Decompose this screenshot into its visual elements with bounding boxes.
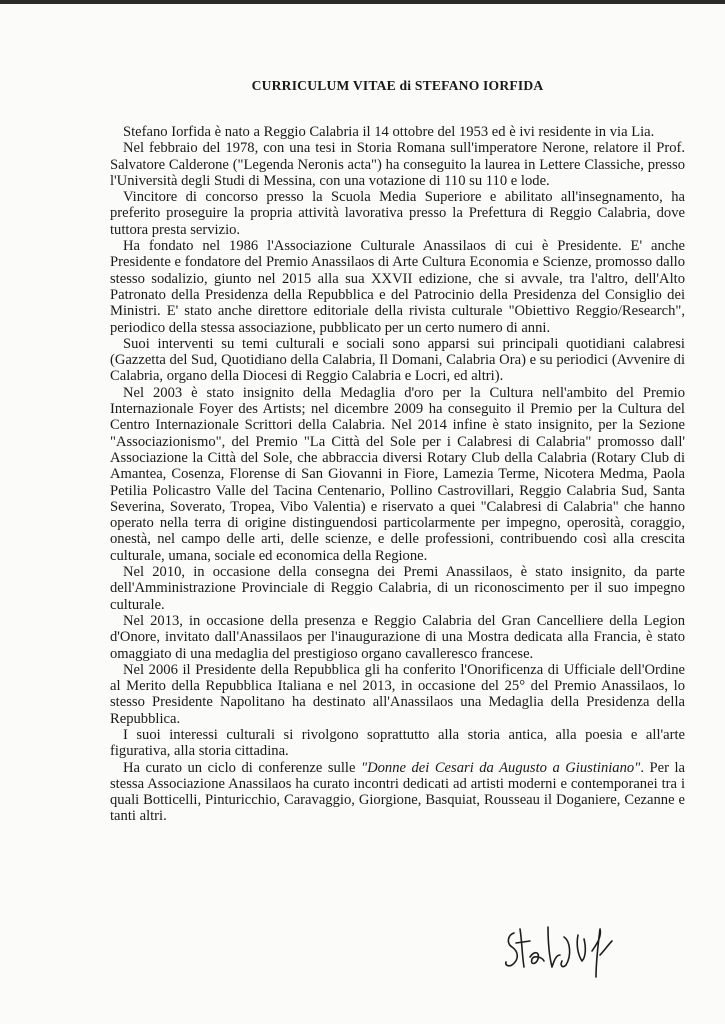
conferences-title: "Donne dei Cesari da Augusto a Giustiniano" [360, 759, 641, 776]
scan-top-edge [0, 0, 725, 4]
paragraph-publications: Suoi interventi su temi culturali e sociali sono apparsi sui principali quotidiani calabresi (Gazzetta del Sud, Quotidiano della Calabria, Il Domani, Calabria Ora) e su periodici (Avvenire di Calabria, organo della Diocesi di Reggio Calabria e Locri, ed altri). [110, 335, 685, 385]
paragraph-honours: Nel 2006 il Presidente della Repubblica gli ha conferito l'Onorificenza di Ufficiale dell'Ordine al Merito della Repubblica Italiana e nel 2013, in occasione del 25° del Premio Anassilaos, lo stesso Presidente Napolitano ha destinato all'Anassilaos una Medaglia della Presidenza della Repubblica. [110, 661, 685, 727]
paragraph-career: Vincitore di concorso presso la Scuola Media Superiore e abilitato all'insegnamento, ha preferito proseguire la propria attività lavorativa presso la Prefettura di Reggio Calabria, dove tuttora presta servizio. [110, 189, 685, 238]
paragraph-degree: Nel febbraio del 1978, con una tesi in Storia Romana sull'imperatore Nerone, relatore il Prof. Salvatore Calderone ("Legenda Neronis acta") ha conseguito la laurea in Lettere Classiche, presso l'Università degli Studi di Messina, con una votazione di 110 su 110 e lode. [110, 140, 685, 189]
paragraph-interests: I suoi interessi culturali si rivolgono soprattutto alla storia antica, alla poesia e all'arte figurativa, alla storia cittadina. [110, 726, 685, 760]
paragraph-awards: Nel 2003 è stato insignito della Medaglia d'oro per la Cultura nell'ambito del Premio Internazionale Foyer des Artists; nel dicembre 2009 ha conseguito il Premio per la Cultura del Centro Internazionale Scrittori della Calabria. Nel 2014 infine è stato insignito, per la Sezione "Associazionismo", del Premio "La Città del Sole per i Calabresi di Calabria" promosso dall' Associazione la Città del Sole, che abbraccia diversi Rotary Club della Calabria (Rotary Club di Amantea, Cosenza, Florense di San Giovanni in Fiore, Lamezia Terme, Nicotera Medma, Paola Petilia Policastro Valle del Tacina Centenario, Pollino Castrovillari, Reggio Calabria Sud, Santa Severina, Soverato, Tropea, Vibo Valentia) e riservato a quei "Calabresi di Calabria" che hanno operato nella terra di origine distinguendosi particolarmente per impegno, operosità, coraggio, onestà, nel campo delle arti, delle scienze, e delle professioni, contribuendo così alla crescita culturale, umana, sociale ed economica della Regione. [110, 384, 685, 564]
document-body [110, 78, 685, 825]
paragraph-2013: Nel 2013, in occasione della presenza e Reggio Calabria del Gran Cancelliere della Legion d'Onore, invitato dall'Anassilaos per l'inaugurazione di una Mostra dedicata alla Francia, è stato omaggiato di una medaglia del prestigioso organo cavalleresco francese. [110, 612, 685, 662]
paragraph-association: Ha fondato nel 1986 l'Associazione Culturale Anassilaos di cui è Presidente. E' anche Presidente e fondatore del Premio Anassilaos di Arte Cultura Economia e Scienze, promosso dallo stesso sodalizio, giunto nel 2015 alla sua XXVII edizione, che si avvale, tra l'altro, dell'Alto Patronato della Presidenza della Repubblica e del Patrocinio della Presidenza del Consiglio dei Ministri. E' stato anche direttore editoriale della rivista culturale "Obiettivo Reggio/Research", periodico della stessa associazione, pubblicato per un certo numero di anni. [110, 238, 685, 336]
paragraph-birth: Stefano Iorfida è nato a Reggio Calabria il 14 ottobre del 1953 ed è ivi residente in via Lia. [123, 124, 655, 140]
conferences-text-before: Ha curato un ciclo di conferenze sulle [123, 759, 361, 776]
conferences-text-after: . Per la stessa Associazione Anassilaos ha curato incontri dedicati ad artisti moderni e contemporanei tra i quali Botticelli, Pinturicchio, Caravaggio, Giorgione, Basquiat, Rousseau il Doganiere, Cezanne e tanti altri. [110, 759, 685, 825]
paragraph-conferences [110, 760, 685, 825]
paragraph-2010: Nel 2010, in occasione della consegna dei Premi Anassilaos, è stato insignito, da parte dell'Amministrazione Provinciale di Reggio Calabria, di un riconoscimento per il suo impegno culturale. [110, 564, 685, 613]
handwritten-signature [500, 915, 620, 985]
document-title: CURRICULUM VITAE di STEFANO IORFIDA [251, 78, 544, 93]
